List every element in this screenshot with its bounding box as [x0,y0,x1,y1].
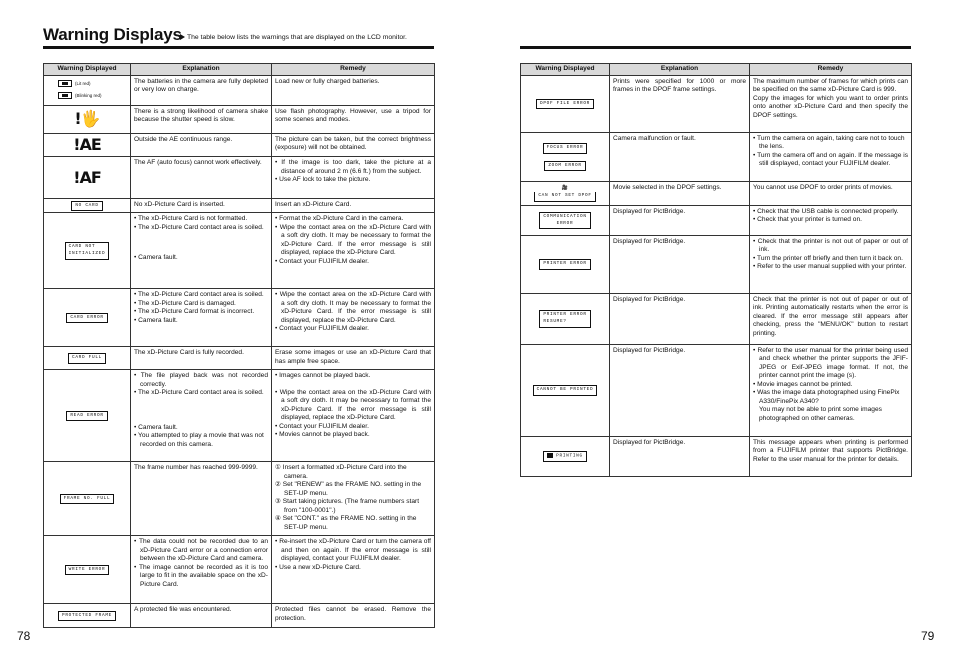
explanation-cell: Displayed for PictBridge. [610,206,750,236]
remedy-cell: • Check that the printer is not out of paper or out of ink. • Turn the printer off briefly and then turn it back on. • Refer to the user manual supplied with your printer. [750,236,912,294]
table-row [44,76,435,106]
lcd-message: COMMUNICATION ERROR [539,212,590,229]
lcd-message: PRINTING [543,451,587,462]
table-row [44,536,435,604]
table-row [521,437,912,477]
lcd-message: CAN NOT SET DPOF [534,192,595,202]
table-header [521,64,912,76]
table-row [44,370,435,462]
table-row [44,289,435,347]
explanation-cell: • The xD-Picture Card contact area is soiled. • The xD-Picture Card is damaged. • The xD-Picture Card format is incorrect. • Camera fault. [131,289,272,347]
explanation-cell: The batteries in the camera are fully depleted or very low on charge. [131,76,272,106]
remedy-cell: • Turn the camera on again, taking care not to touch the lens. • Turn the camera off and on again. If the message is still displayed, contact your FUJIFILM dealer. [750,133,912,182]
warning-display [521,76,610,133]
warning-display [44,462,131,536]
remedy-cell: • Images cannot be played back. • Wipe the contact area on the xD-Picture Card with a soft dry cloth. It may be necessary to format the xD-Picture Card. If the error message is still displayed, replace the xD-Picture Card. • Contact your FUJIFILM dealer. • Movies cannot be played back. [272,370,435,462]
remedy-cell: Use flash photography. However, use a tripod for some scenes and modes. [272,106,435,134]
explanation-cell: A protected file was encountered. [131,604,272,628]
table-row [44,134,435,157]
remedy-cell: • Wipe the contact area on the xD-Picture Card with a soft dry cloth. It may be necessary to format the xD-Picture Card. If the error message is still displayed, replace the xD-Picture Card. • Contact your FUJIFILM dealer. [272,289,435,347]
remedy-cell: The picture can be taken, but the correct brightness (exposure) will not be obtained. [272,134,435,157]
lcd-message: CARD FULL [68,353,106,364]
explanation-cell: No xD-Picture Card is inserted. [131,199,272,213]
lcd-message: PRINTER ERROR [539,259,590,270]
remedy-cell: Insert an xD-Picture Card. [272,199,435,213]
warning-display [521,345,610,437]
table-row [521,206,912,236]
table-row [521,76,912,133]
lcd-message: FRAME NO. FULL [60,494,115,505]
explanation-cell: Displayed for PictBridge. [610,437,750,477]
explanation-cell: The xD-Picture Card is fully recorded. [131,347,272,370]
warning-display [44,157,131,199]
printer-icon [547,453,553,458]
header-explanation: Explanation [131,64,272,76]
explanation-cell: The AF (auto focus) cannot work effectively. [131,157,272,199]
warning-display [44,604,131,628]
explanation-cell: There is a strong likelihood of camera shake because the shutter speed is slow. [131,106,272,134]
explanation-cell: Displayed for PictBridge. [610,345,750,437]
lcd-message: CARD NOT INITIALIZED [65,242,110,259]
warning-display [44,199,131,213]
title-rule [520,46,911,49]
lcd-message: CANNOT BE PRINTED [533,385,598,396]
table-row [521,294,912,345]
table-row [44,106,435,134]
header-warning: Warning Displayed [44,64,131,76]
warning-display [44,289,131,347]
remedy-cell: Erase some images or use an xD-Picture Card that has ample free space. [272,347,435,370]
explanation-cell: Prints were specified for 1000 or more frames in the DPOF frame settings. [610,76,750,133]
remedy-cell: Check that the printer is not out of paper or out of ink. Printing automatically restarts when the error is cleared. If the error message still appears after checking, press the "MENU/OK" button to restart printing. [750,294,912,345]
warning-table-left [43,63,435,628]
warning-display [44,370,131,462]
table-row [44,199,435,213]
remedy-cell: • Re-insert the xD-Picture Card or turn the camera off and then on again. If the error message is still displayed, contact your FUJIFILM dealer. • Use a new xD-Picture Card. [272,536,435,604]
page-title: Warning Displays [43,25,182,44]
remedy-cell: This message appears when printing is performed from a FUJIFILM printer that supports PictBridge. Refer to the user manual for the printer for details. [750,437,912,477]
table-row [521,236,912,294]
table-header [44,64,435,76]
table-row [44,604,435,628]
movie-icon: 🎥 [561,185,569,191]
lcd-message: DPOF FILE ERROR [536,99,594,110]
header-explanation: Explanation [610,64,750,76]
lcd-message: FOCUS ERROR [543,143,588,154]
explanation-cell: Movie selected in the DPOF settings. [610,182,750,206]
remedy-cell: • Refer to the user manual for the printer being used and check whether the printer supports the JFIF-JPEG or Exif-JPEG image format. If not, the printer cannot print the image (s). • Movie images cannot be printed. • Was the image data photographed using FinePix A330/FinePix A340? You may not be able to print some images photographed on other cameras. [750,345,912,437]
warning-display: (Lit red) (Blinking red) [44,76,131,106]
warning-display [521,133,610,182]
header-remedy: Remedy [750,64,912,76]
header-warning: Warning Displayed [521,64,610,76]
warning-display [44,134,131,157]
remedy-cell: • If the image is too dark, take the picture at a distance of around 2 m (6.6 ft.) from the subject. • Use AF lock to take the picture. [272,157,435,199]
explanation-cell: The frame number has reached 999-9999. [131,462,272,536]
remedy-cell: Load new or fully charged batteries. [272,76,435,106]
warning-display [44,536,131,604]
warning-display [521,437,610,477]
warning-display [521,236,610,294]
table-row [521,182,912,206]
warning-display [44,347,131,370]
table-row [44,347,435,370]
warning-display [44,106,131,134]
remedy-cell: Protected files cannot be erased. Remove the protection. [272,604,435,628]
header-remedy: Remedy [272,64,435,76]
camera-shake-icon: !🖐 [74,109,100,129]
warning-display [521,206,610,236]
explanation-cell: Outside the AE continuous range. [131,134,272,157]
explanation-cell: Camera malfunction or fault. [610,133,750,182]
table-row [44,157,435,199]
warning-display [521,182,610,206]
right-page [477,0,954,667]
explanation-cell: Displayed for PictBridge. [610,236,750,294]
explanation-cell: • The file played back was not recorded correctly. • The xD-Picture Card contact area is soiled. • Camera fault. • You attempted to play a movie that was not recorded on this camera. [131,370,272,462]
warning-display [44,213,131,289]
warning-display [521,294,610,345]
warning-table-right [520,63,912,477]
lcd-message: CARD ERROR [66,313,107,324]
title-rule [43,46,434,49]
explanation-cell: • The data could not be recorded due to an xD-Picture Card error or a connection error between the xD-Picture Card and camera. • The image cannot be recorded as it is too large to fit in the available space on the xD-Picture Card. [131,536,272,604]
explanation-cell: Displayed for PictBridge. [610,294,750,345]
intro-text: The table below lists the warnings that are displayed on the LCD monitor. [180,34,407,43]
battery-icon [58,80,72,87]
table-row [44,213,435,289]
remedy-cell: The maximum number of frames for which prints can be specified on the same xD-Picture Card is 999. Copy the images for which you want to order prints onto another xD-Picture Card and then specify the DPOF settings. [750,76,912,133]
remedy-cell: ① Insert a formatted xD-Picture Card into the camera. ② Set "RENEW" as the FRAME NO. setting in the SET-UP menu. ③ Start taking pictures. (The frame numbers start from "100-0001".) ④ Set "CONT." as the FRAME NO. setting in the SET-UP menu. [272,462,435,536]
explanation-cell: • The xD-Picture Card is not formatted. • The xD-Picture Card contact area is soiled. • Camera fault. [131,213,272,289]
ae-warning-icon: !AE [73,135,101,154]
table-row [521,133,912,182]
lcd-message: PRINTER ERROR RESUME? [539,310,590,327]
battery-empty-icon [58,92,72,99]
lcd-message: NO CARD [71,201,102,212]
remedy-cell: • Format the xD-Picture Card in the camera. • Wipe the contact area on the xD-Picture Card with a soft dry cloth. It may be necessary to format the xD-Picture Card. If the error message is still displayed, replace the xD-Picture Card. • Contact your FUJIFILM dealer. [272,213,435,289]
lcd-message: READ ERROR [66,411,107,422]
af-warning-icon: !AF [73,167,101,187]
lcd-message: PROTECTED FRAME [58,611,116,622]
remedy-cell: • Check that the USB cable is connected properly. • Check that your printer is turned on. [750,206,912,236]
remedy-cell: You cannot use DPOF to order prints of movies. [750,182,912,206]
lcd-message: WRITE ERROR [65,565,110,576]
page-number: 78 [17,629,31,643]
table-row [521,345,912,437]
lcd-message: ZOOM ERROR [544,161,585,172]
table-row [44,462,435,536]
page-number: 79 [921,629,935,643]
